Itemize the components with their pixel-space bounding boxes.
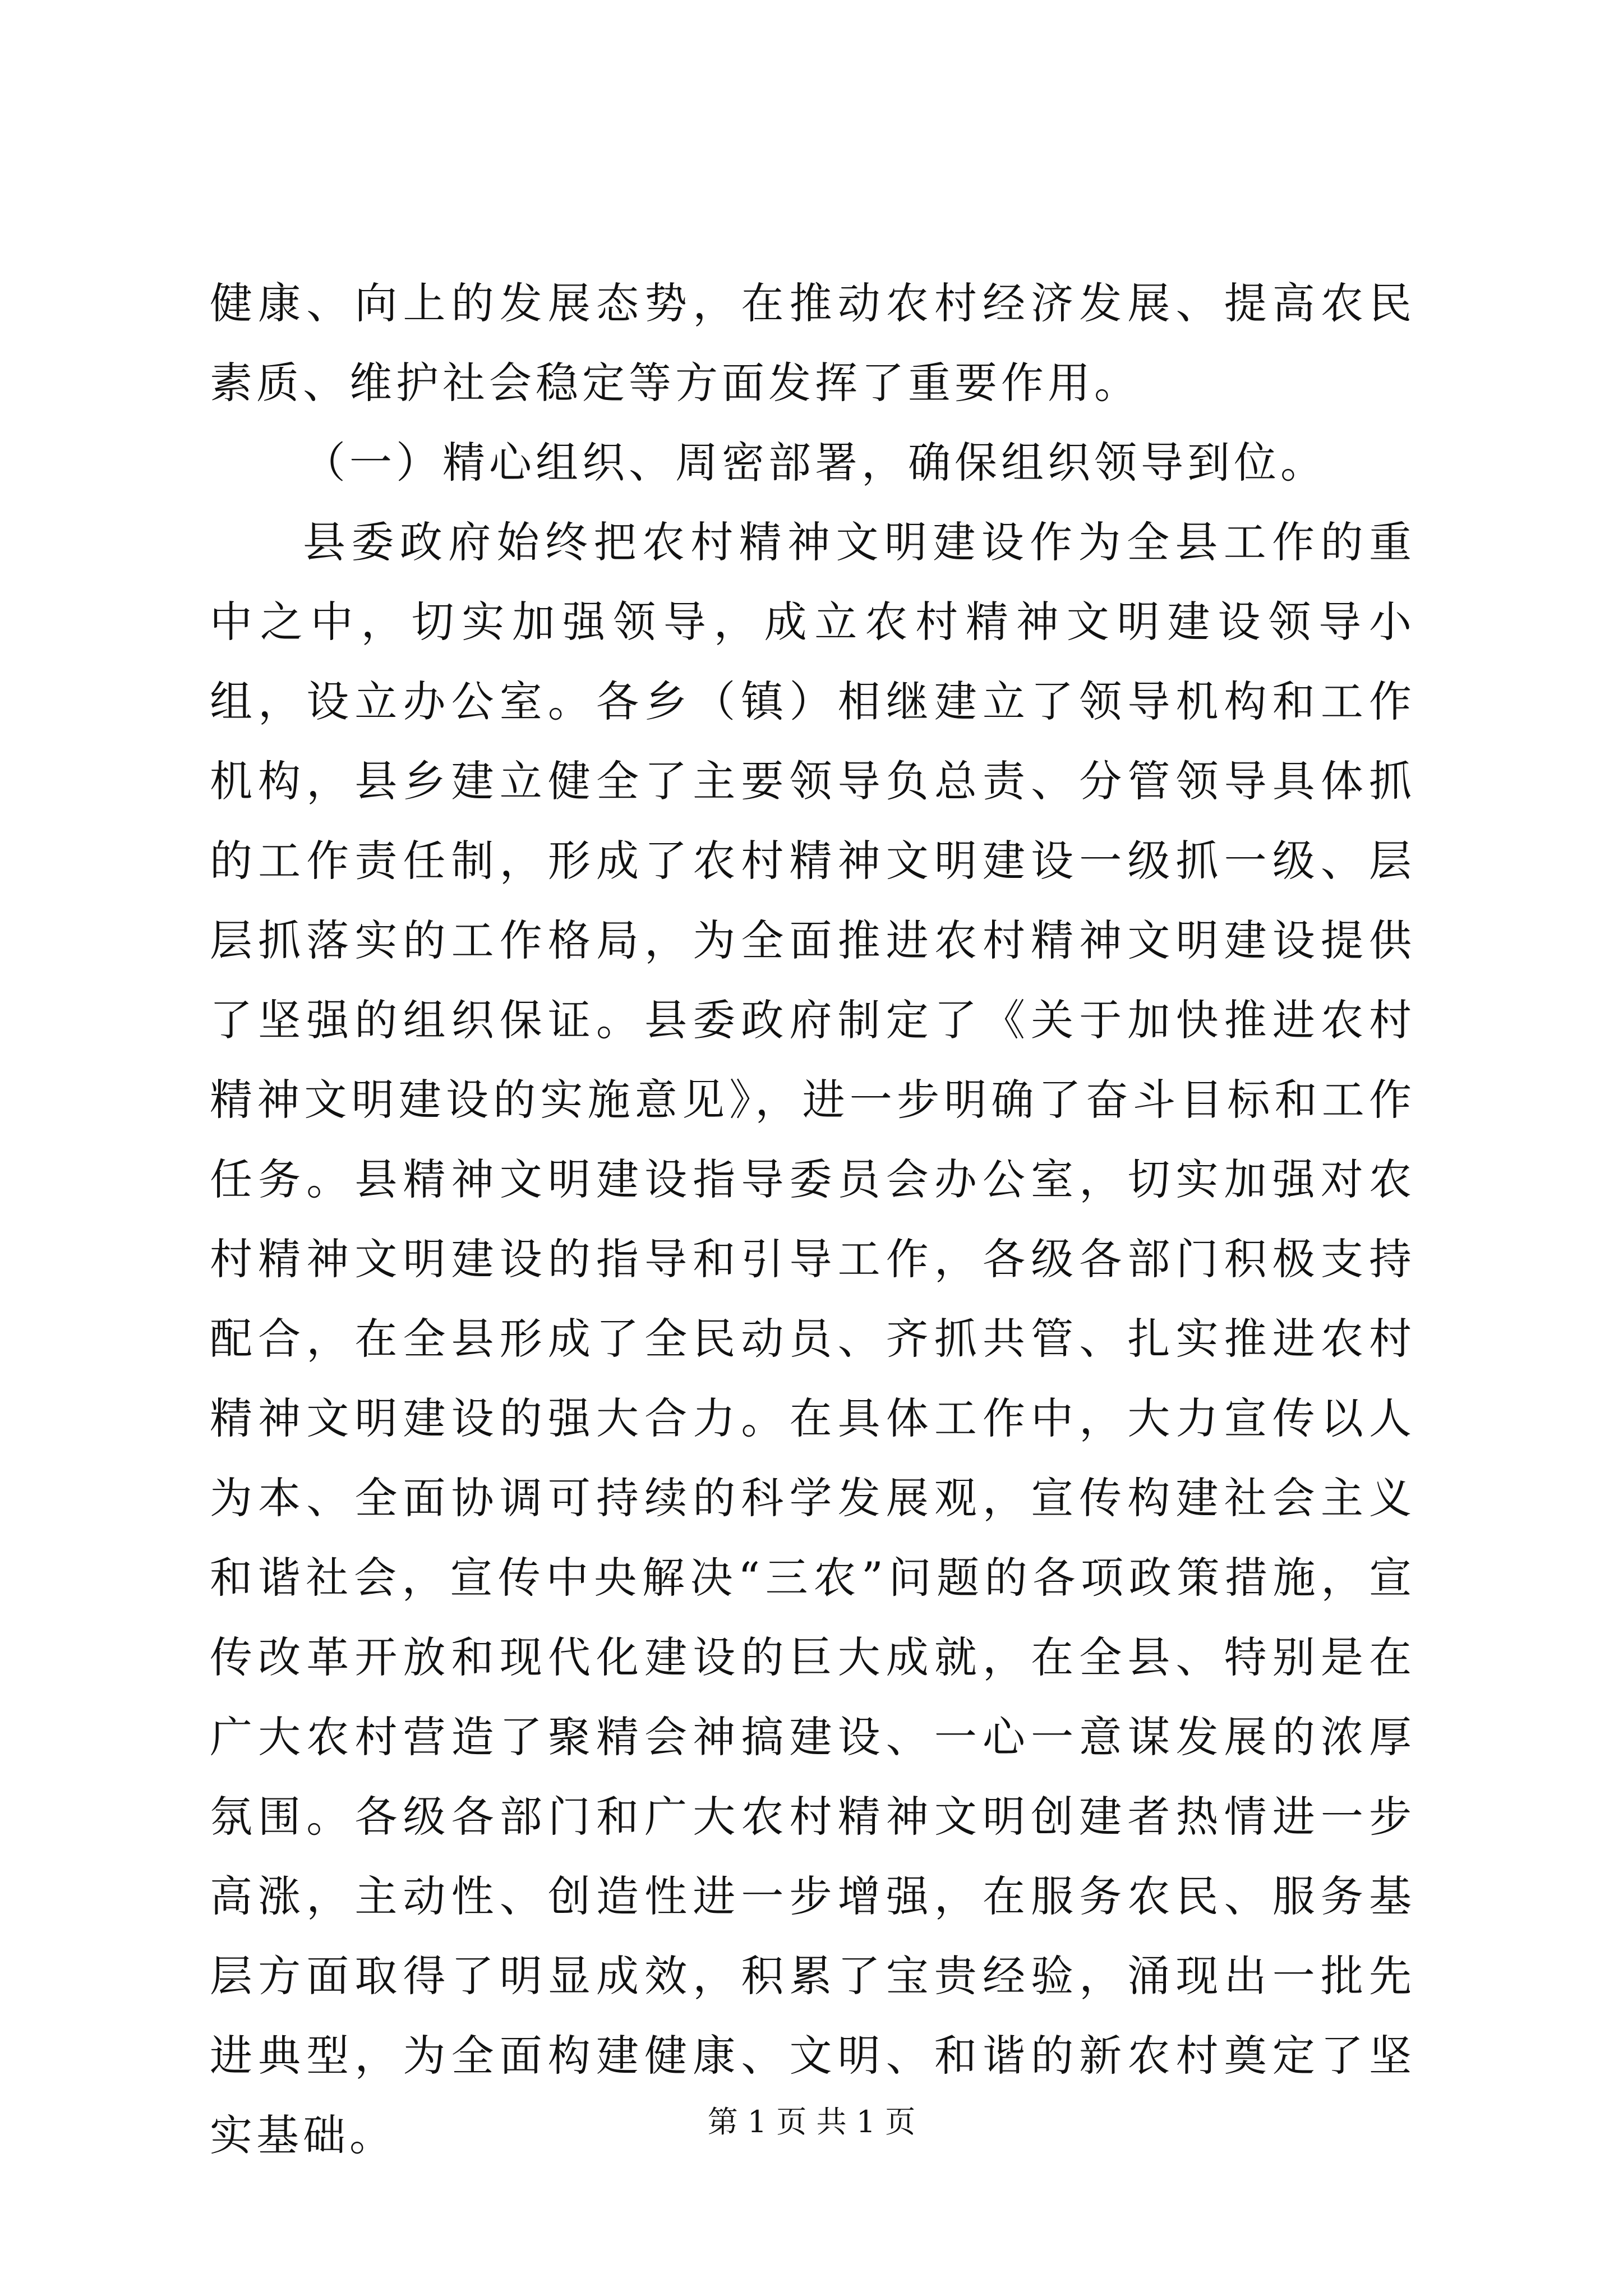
section-heading: （一）精心组织、周密部署，确保组织领导到位。 [303,438,1327,487]
document-body [210,264,1415,2175]
paragraph-section-body: 县委政府始终把农村精神文明建设作为全县工作的重中之中，切实加强领导，成立农村精神文明建设领导小组，设立办公室。各乡（镇）相继建立了领导机构和工作机构，县乡建立健全了主要领导负总责、分管领导具体抓的工作责任制，形成了农村精神文明建设一级抓一级、层层抓落实的工作格局，为全面推进农村精神文明建设提供了坚强的组织保证。县委政府制定了《关于加快推进农村精神文明建设的实施意见》，进一步明确了奋斗目标和工作任务。县精神文明建设指导委员会办公室，切实加强对农村精神文明建设的指导和引导工作，各级各部门积极支持配合，在全县形成了全民动员、齐抓共管、扎实推进农村精神文明建设的强大合力。在具体工作中，大力宣传以人为本、全面协调可持续的科学发展观，宣传构建社会主义和谐社会，宣传中央解决“三农”问题的各项政策措施，宣传改革开放和现代化建设的巨大成就，在全县、特别是在广大农村营造了聚精会神搞建设、一心一意谋发展的浓厚氛围。各级各部门和广大农村精神文明创建者热情进一步高涨，主动性、创造性进一步增强，在服务农民、服务基层方面取得了明显成效，积累了宝贵经验，涌现出一批先进典型，为全面构建健康、文明、和谐的新农村奠定了坚实基础。 [210,517,1415,2160]
page-number-footer: 第 1 页 共 1 页 [707,2104,916,2139]
paragraph-intro-continuation: 健康、向上的发展态势，在推动农村经济发展、提高农民素质、维护社会稳定等方面发挥了重要作用。 [210,278,1415,408]
